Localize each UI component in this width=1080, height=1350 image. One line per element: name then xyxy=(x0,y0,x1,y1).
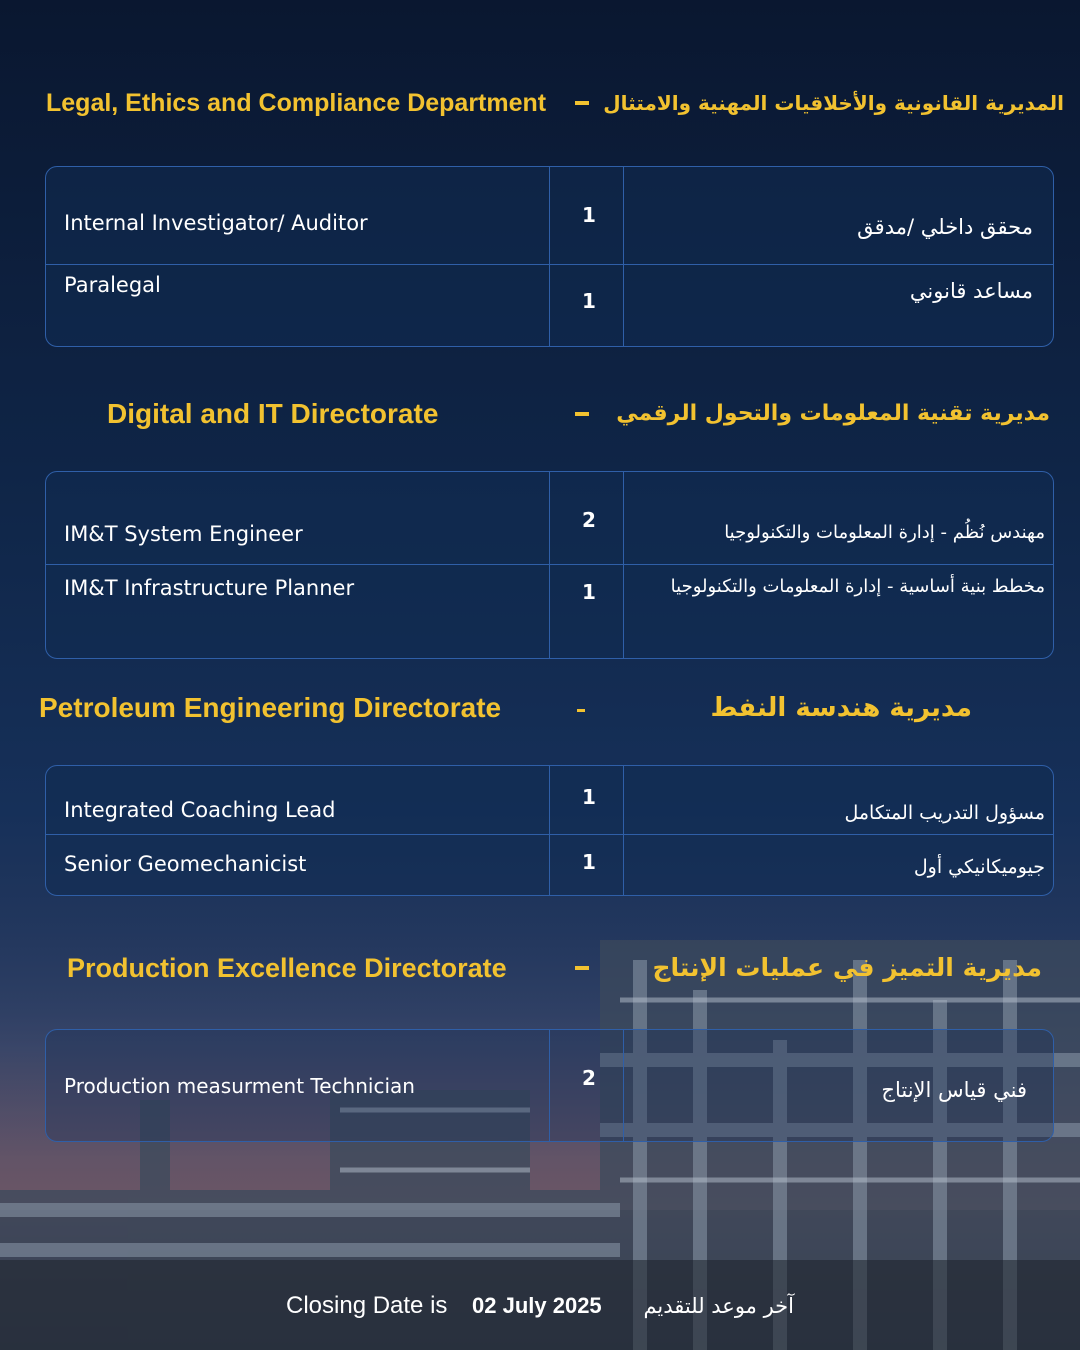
section-header-digital-it xyxy=(0,389,1080,439)
section-title-en: Legal, Ethics and Compliance Department xyxy=(46,89,547,117)
section-title-ar: المديرية القانونية والأخلاقيات المهنية والامتثال xyxy=(603,91,1064,115)
section-title-ar: مديرية التميز في عمليات الإنتاج xyxy=(652,953,1042,982)
section-title-ar: مديرية هندسة النفط xyxy=(710,693,972,723)
positions-table-digital-it xyxy=(45,471,1054,659)
column-divider xyxy=(549,1030,550,1141)
column-divider xyxy=(623,472,624,658)
position-title-en: Paralegal xyxy=(64,273,161,297)
section-title-en: Digital and IT Directorate xyxy=(107,398,439,429)
position-title-ar: مسؤول التدريب المتكامل xyxy=(844,802,1045,824)
closing-date-label: Closing Date is xyxy=(286,1292,448,1319)
section-header-legal xyxy=(0,78,1080,128)
column-divider xyxy=(623,766,624,895)
position-title-ar: مخطط بنية أساسية - إدارة المعلومات والتكنولوجيا xyxy=(670,576,1045,597)
position-title-ar: مساعد قانوني xyxy=(909,279,1033,303)
position-count: 1 xyxy=(582,203,596,227)
position-title-en: IM&T System Engineer xyxy=(64,522,303,546)
positions-table-petroleum xyxy=(45,765,1054,896)
section-header-production xyxy=(0,943,1080,993)
closing-date-label-ar: آخر موعد للتقديم xyxy=(643,1294,794,1318)
position-count: 1 xyxy=(582,580,596,604)
row-divider xyxy=(46,834,1053,835)
position-title-en: Integrated Coaching Lead xyxy=(64,798,336,822)
row-divider xyxy=(46,264,1053,265)
section-title-en: Petroleum Engineering Directorate xyxy=(39,692,502,723)
position-count: 1 xyxy=(582,289,596,313)
position-title-en: Senior Geomechanicist xyxy=(64,852,307,876)
position-title-en: Internal Investigator/ Auditor xyxy=(64,211,368,235)
separator-dash xyxy=(575,412,589,416)
section-title-ar: مديرية تقنية المعلومات والتحول الرقمي xyxy=(616,401,1050,426)
positions-table-production xyxy=(45,1029,1054,1142)
position-title-ar: فني قياس الإنتاج xyxy=(881,1078,1027,1102)
separator-dash xyxy=(575,101,589,105)
position-title-ar: مهندس نُظُم - إدارة المعلومات والتكنولوجيا xyxy=(724,522,1045,543)
position-title-ar: جيوميكانيكي أول xyxy=(913,856,1045,878)
column-divider xyxy=(549,167,550,346)
separator-dash xyxy=(577,709,585,712)
column-divider xyxy=(549,472,550,658)
column-divider xyxy=(623,167,624,346)
position-count: 2 xyxy=(582,508,596,532)
closing-date-value: 02 July 2025 xyxy=(472,1293,602,1318)
positions-table-legal xyxy=(45,166,1054,347)
separator-dash xyxy=(575,966,589,970)
column-divider xyxy=(549,766,550,895)
column-divider xyxy=(623,1030,624,1141)
row-divider xyxy=(46,564,1053,565)
position-title-ar: محقق داخلي /مدقق xyxy=(857,215,1033,239)
section-header-petroleum xyxy=(0,683,1080,733)
position-count: 1 xyxy=(582,850,596,874)
position-title-en: IM&T Infrastructure Planner xyxy=(64,576,355,600)
section-title-en: Production Excellence Directorate xyxy=(67,953,507,983)
position-count: 2 xyxy=(582,1066,596,1090)
position-count: 1 xyxy=(582,785,596,809)
position-title-en: Production measurment Technician xyxy=(64,1074,415,1098)
